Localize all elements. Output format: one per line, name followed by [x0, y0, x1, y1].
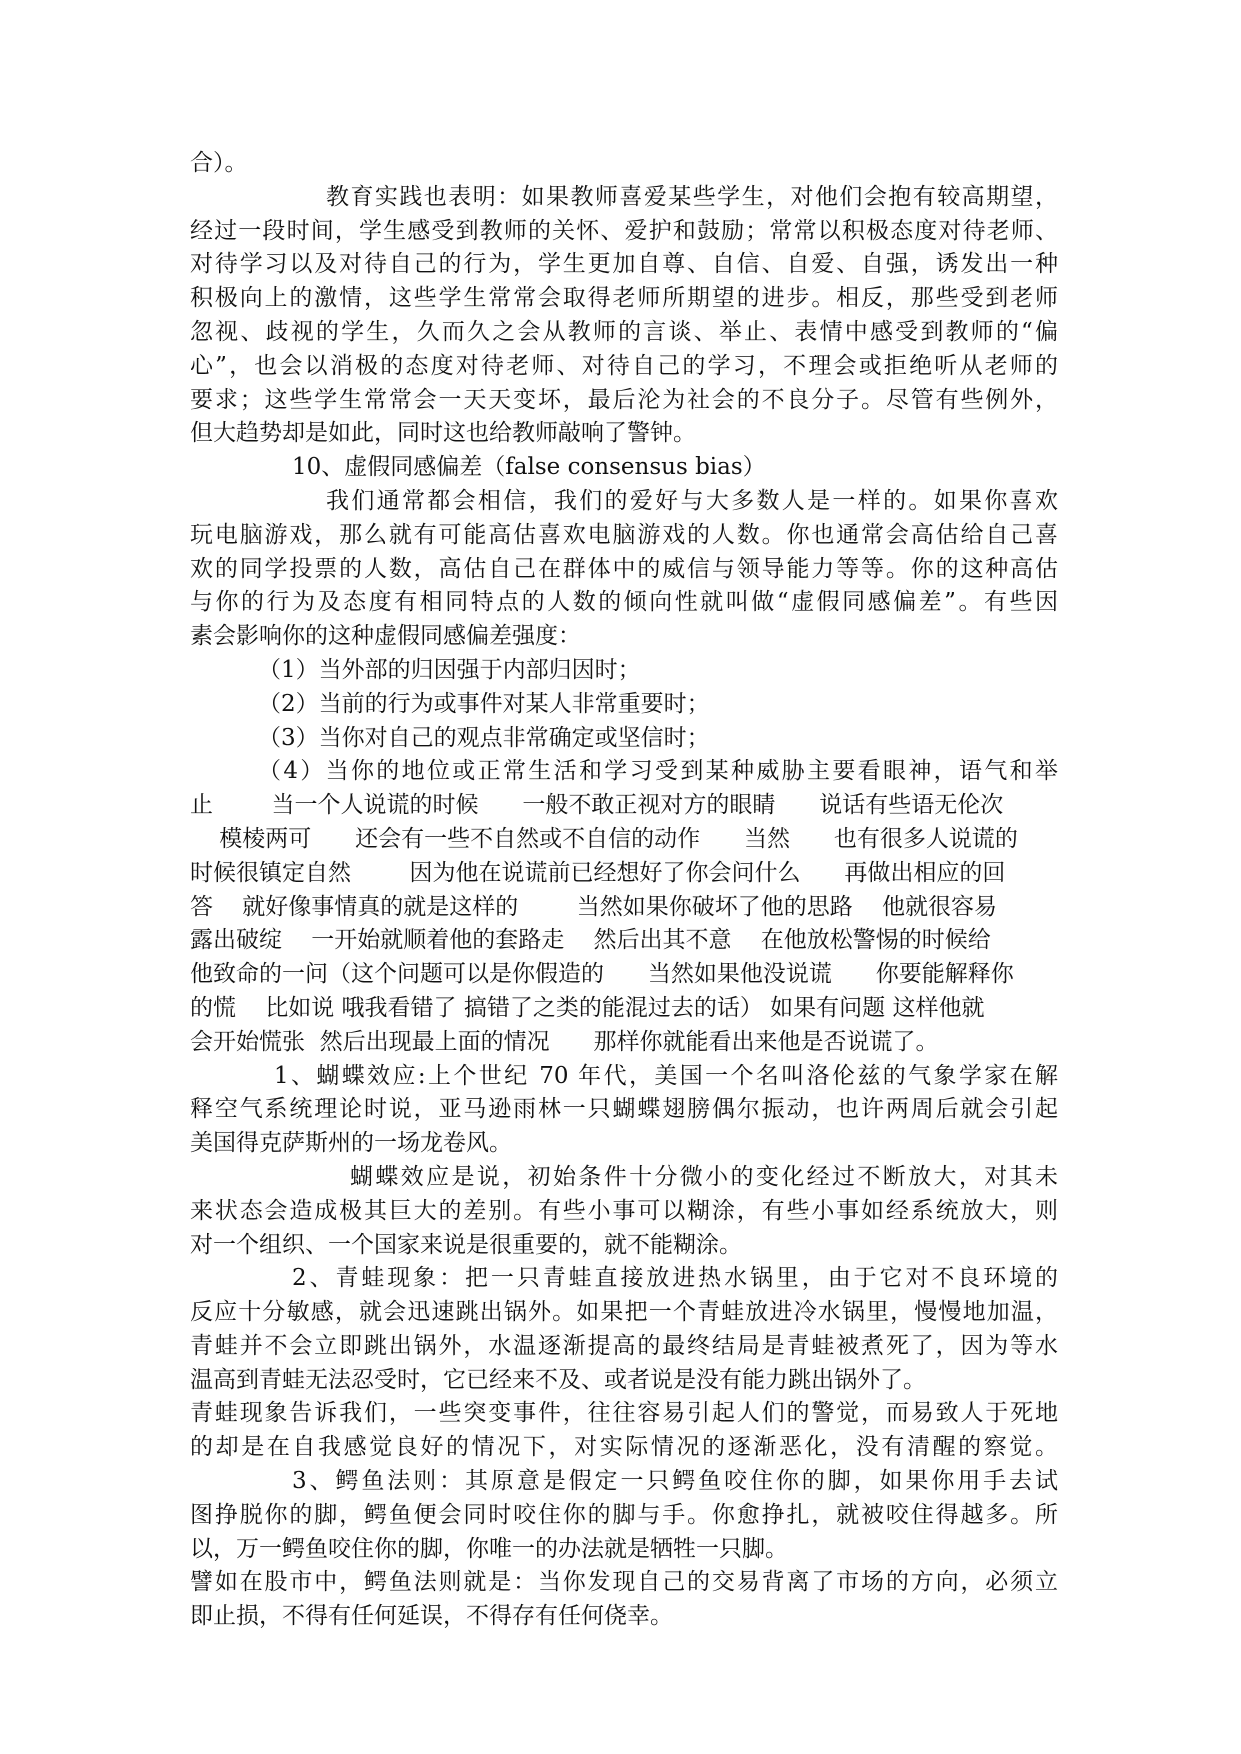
text-line: 经过一段时间，学生感受到教师的关怀、爱护和鼓励；常常以积极态度对待老师、	[190, 217, 1058, 244]
text-line: 反应十分敏感，就会迅速跳出锅外。如果把一个青蛙放进冷水锅里，慢慢地加温，	[190, 1299, 1058, 1326]
text-line: 2、青蛙现象：把一只青蛙直接放进热水锅里，由于它对不良环境的	[292, 1265, 1058, 1292]
text-line: 素会影响你的这种虚假同感偏差强度：	[190, 623, 581, 650]
text-line: 1、蝴蝶效应:上个世纪 70 年代，美国一个名叫洛伦兹的气象学家在解	[274, 1062, 1058, 1089]
text-line: 他致命的一问（这个问题可以是你假造的 当然如果他没说谎 你要能解释你	[190, 961, 1014, 988]
text-line: （4）当你的地位或正常生活和学习受到某种威胁主要看眼神，语气和举	[258, 758, 1058, 785]
text-line: 教育实践也表明：如果教师喜爱某些学生，对他们会抱有较高期望，	[326, 183, 1058, 210]
text-line: 会开始慌张 然后出现最上面的情况 那样你就能看出来他是否说谎了。	[190, 1028, 939, 1055]
text-line: 时候很镇定自然 因为他在说谎前已经想好了你会问什么 再做出相应的回	[190, 859, 1006, 886]
text-line: 的却是在自我感觉良好的情况下，对实际情况的逐渐恶化，没有清醒的察觉。	[190, 1434, 1058, 1461]
text-line: 蝴蝶效应是说，初始条件十分微小的变化经过不断放大，对其未	[350, 1163, 1058, 1190]
text-line: 合）。	[190, 150, 248, 176]
document-body	[190, 147, 1058, 1634]
text-line: 积极向上的激情，这些学生常常会取得老师所期望的进步。相反，那些受到老师	[190, 285, 1058, 312]
text-line: 来状态会造成极其巨大的差别。有些小事可以糊涂，有些小事如经系统放大，则	[190, 1197, 1058, 1224]
text-line: 以，万一鳄鱼咬住你的脚，你唯一的办法就是牺牲一只脚。	[190, 1535, 788, 1562]
text-line: 露出破绽 一开始就顺着他的套路走 然后出其不意 在他放松警惕的时候给	[190, 927, 991, 954]
text-line: 对一个组织、一个国家来说是很重要的，就不能糊涂。	[190, 1231, 742, 1258]
text-line: 美国得克萨斯州的一场龙卷风。	[190, 1130, 512, 1157]
text-line: （2）当前的行为或事件对某人非常重要时；	[258, 690, 710, 717]
text-line: 温高到青蛙无法忍受时，它已经来不及、或者说是没有能力跳出锅外了。	[190, 1366, 926, 1393]
text-line: 要求；这些学生常常会一天天变坏，最后沦为社会的不良分子。尽管有些例外，	[190, 386, 1058, 413]
text-line: 3、鳄鱼法则：其原意是假定一只鳄鱼咬住你的脚，如果你用手去试	[292, 1468, 1058, 1495]
text-line: 心”，也会以消极的态度对待老师、对待自己的学习，不理会或拒绝听从老师的	[190, 352, 1058, 379]
text-line: （3）当你对自己的观点非常确定或坚信时；	[258, 724, 710, 751]
text-line: 但大趋势却是如此，同时这也给教师敲响了警钟。	[190, 420, 696, 447]
text-line: 即止损，不得有任何延误，不得存有任何侥幸。	[190, 1603, 673, 1630]
text-line: 10、虚假同感偏差（false consensus bias）	[292, 454, 766, 481]
text-line: 青蛙并不会立即跳出锅外，水温逐渐提高的最终结局是青蛙被煮死了，因为等水	[190, 1332, 1058, 1359]
text-line: 的慌 比如说 哦我看错了 搞错了之类的能混过去的话） 如果有问题 这样他就	[190, 994, 985, 1021]
text-line: 模棱两可 还会有一些不自然或不自信的动作 当然 也有很多人说谎的	[190, 825, 1018, 852]
text-line: 止 当一个人说谎的时候 一般不敢正视对方的眼睛 说话有些语无伦次	[190, 792, 1004, 819]
text-line: 玩电脑游戏，那么就有可能高估喜欢电脑游戏的人数。你也通常会高估给自己喜	[190, 521, 1058, 548]
text-line: 与你的行为及态度有相同特点的人数的倾向性就叫做“虚假同感偏差”。有些因	[190, 589, 1058, 616]
text-line: 我们通常都会相信，我们的爱好与大多数人是一样的。如果你喜欢	[326, 487, 1058, 514]
text-line: 答 就好像事情真的就是这样的 当然如果你破坏了他的思路 他就很容易	[190, 893, 997, 920]
text-line: 释空气系统理论时说，亚马逊雨林一只蝴蝶翅膀偶尔振动，也许两周后就会引起	[190, 1096, 1058, 1123]
text-line: 忽视、歧视的学生，久而久之会从教师的言谈、举止、表情中感受到教师的“偏	[190, 318, 1058, 345]
text-line: 图挣脱你的脚，鳄鱼便会同时咬住你的脚与手。你愈挣扎，就被咬住得越多。所	[190, 1501, 1058, 1528]
text-line: 对待学习以及对待自己的行为，学生更加自尊、自信、自爱、自强，诱发出一种	[190, 251, 1058, 278]
text-line: 青蛙现象告诉我们，一些突变事件，往往容易引起人们的警觉，而易致人于死地	[190, 1400, 1058, 1427]
text-line: 欢的同学投票的人数，高估自己在群体中的威信与领导能力等等。你的这种高估	[190, 555, 1058, 582]
text-line: 譬如在股市中，鳄鱼法则就是：当你发现自己的交易背离了市场的方向，必须立	[190, 1569, 1058, 1596]
text-line: （1）当外部的归因强于内部归因时；	[258, 656, 641, 683]
